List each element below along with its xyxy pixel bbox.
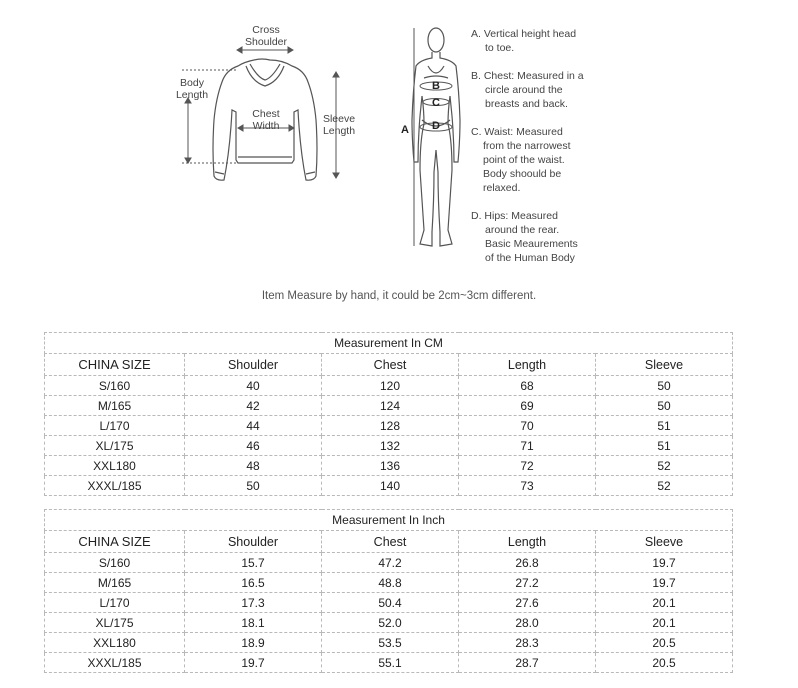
size-cell: S/160 [45, 553, 185, 573]
value-cell: 19.7 [596, 553, 733, 573]
value-cell: 132 [322, 436, 459, 456]
note-d-line4: of the Human Body [485, 252, 575, 264]
header-cell: CHINA SIZE [45, 531, 185, 553]
header-cell: Sleeve [596, 354, 733, 376]
value-cell: 28.7 [459, 653, 596, 673]
value-cell: 27.2 [459, 573, 596, 593]
size-cell: XXL180 [45, 633, 185, 653]
body-length-label-line1: Body [180, 77, 204, 89]
note-b-line2: circle around the [485, 84, 563, 96]
table-row [45, 553, 733, 573]
table-caption: Measurement In CM [45, 333, 733, 354]
value-cell: 48.8 [322, 573, 459, 593]
header-cell: Shoulder [185, 354, 322, 376]
header-cell: CHINA SIZE [45, 354, 185, 376]
table-header-row [45, 354, 733, 376]
table-row [45, 416, 733, 436]
size-cell: XL/175 [45, 613, 185, 633]
size-cell: XL/175 [45, 436, 185, 456]
value-cell: 16.5 [185, 573, 322, 593]
value-cell: 51 [596, 416, 733, 436]
sleeve-length-label-line2: Length [322, 125, 356, 137]
value-cell: 46 [185, 436, 322, 456]
header-cell: Shoulder [185, 531, 322, 553]
value-cell: 53.5 [322, 633, 459, 653]
measure-note: Item Measure by hand, it could be 2cm~3cm different. [261, 290, 537, 302]
header-cell: Chest [322, 354, 459, 376]
value-cell: 50 [185, 476, 322, 496]
mark-a: A [401, 124, 409, 136]
note-d [471, 209, 596, 265]
value-cell: 18.9 [185, 633, 322, 653]
size-cell: L/170 [45, 416, 185, 436]
note-a-line2: to toe. [485, 42, 515, 54]
table-row [45, 456, 733, 476]
value-cell: 20.1 [596, 593, 733, 613]
value-cell: 19.7 [596, 573, 733, 593]
note-d-line3: Basic Meaurements [485, 238, 578, 250]
note-d-line2: around the rear. [485, 224, 560, 236]
mark-b: B [432, 80, 440, 92]
cross-shoulder-label-line2: Shoulder [244, 36, 288, 48]
value-cell: 50 [596, 396, 733, 416]
value-cell: 17.3 [185, 593, 322, 613]
value-cell: 18.1 [185, 613, 322, 633]
value-cell: 42 [185, 396, 322, 416]
note-b [471, 69, 596, 111]
header-cell: Chest [322, 531, 459, 553]
size-cell: XXXL/185 [45, 476, 185, 496]
size-cell: M/165 [45, 573, 185, 593]
size-table-cm [44, 332, 733, 496]
chest-width-label [246, 108, 286, 132]
value-cell: 70 [459, 416, 596, 436]
sweater-diagram [0, 0, 798, 300]
size-cell: M/165 [45, 396, 185, 416]
note-a-line1: A. Vertical height head [471, 28, 577, 40]
cross-shoulder-label-line1: Cross [252, 24, 280, 36]
value-cell: 44 [185, 416, 322, 436]
value-cell: 72 [459, 456, 596, 476]
chest-width-label-line1: Chest [252, 108, 280, 120]
value-cell: 52 [596, 456, 733, 476]
value-cell: 136 [322, 456, 459, 476]
value-cell: 15.7 [185, 553, 322, 573]
table-body [45, 376, 733, 496]
table-row [45, 633, 733, 653]
header-cell: Sleeve [596, 531, 733, 553]
value-cell: 73 [459, 476, 596, 496]
value-cell: 69 [459, 396, 596, 416]
table-row [45, 593, 733, 613]
chest-width-label-line2: Width [252, 120, 280, 132]
table-row [45, 376, 733, 396]
note-b-line1: B. Chest: Measured in a [471, 70, 584, 82]
note-b-line3: breasts and back. [485, 98, 568, 110]
sleeve-length-label [318, 113, 360, 137]
size-cell: S/160 [45, 376, 185, 396]
note-c-line2: from the narrowest [483, 140, 571, 152]
table-header-row [45, 531, 733, 553]
value-cell: 51 [596, 436, 733, 456]
cross-shoulder-label [236, 24, 296, 48]
note-d-line1: D. Hips: Measured [471, 210, 558, 222]
value-cell: 128 [322, 416, 459, 436]
value-cell: 20.5 [596, 633, 733, 653]
table-caption: Measurement In Inch [45, 510, 733, 531]
value-cell: 48 [185, 456, 322, 476]
value-cell: 50.4 [322, 593, 459, 613]
header-cell: Length [459, 354, 596, 376]
size-cell: XXL180 [45, 456, 185, 476]
human-figure-outline [412, 28, 460, 246]
value-cell: 140 [322, 476, 459, 496]
size-table-inch [44, 509, 733, 673]
value-cell: 50 [596, 376, 733, 396]
value-cell: 27.6 [459, 593, 596, 613]
value-cell: 120 [322, 376, 459, 396]
value-cell: 26.8 [459, 553, 596, 573]
note-c-line3: point of the waist. [483, 154, 565, 166]
note-c-line4: Body shoould be [483, 168, 562, 180]
table-row [45, 573, 733, 593]
table-body [45, 553, 733, 673]
body-length-label [172, 77, 212, 101]
value-cell: 124 [322, 396, 459, 416]
table-row [45, 613, 733, 633]
value-cell: 40 [185, 376, 322, 396]
table-row [45, 436, 733, 456]
value-cell: 28.0 [459, 613, 596, 633]
table-row [45, 396, 733, 416]
table-row [45, 653, 733, 673]
value-cell: 68 [459, 376, 596, 396]
value-cell: 28.3 [459, 633, 596, 653]
value-cell: 52 [596, 476, 733, 496]
header-cell: Length [459, 531, 596, 553]
table-row [45, 476, 733, 496]
body-length-label-line2: Length [175, 89, 209, 101]
note-c-line1: C. Waist: Measured [471, 126, 563, 138]
value-cell: 19.7 [185, 653, 322, 673]
size-cell: L/170 [45, 593, 185, 613]
value-cell: 20.5 [596, 653, 733, 673]
value-cell: 47.2 [322, 553, 459, 573]
value-cell: 71 [459, 436, 596, 456]
note-a [471, 27, 596, 55]
value-cell: 52.0 [322, 613, 459, 633]
mark-d: D [432, 120, 440, 132]
mark-c: C [432, 97, 440, 109]
size-cell: XXXL/185 [45, 653, 185, 673]
value-cell: 20.1 [596, 613, 733, 633]
value-cell: 55.1 [322, 653, 459, 673]
note-c [471, 125, 596, 195]
sleeve-length-label-line1: Sleeve [322, 113, 356, 125]
note-c-line5: relaxed. [483, 182, 521, 194]
